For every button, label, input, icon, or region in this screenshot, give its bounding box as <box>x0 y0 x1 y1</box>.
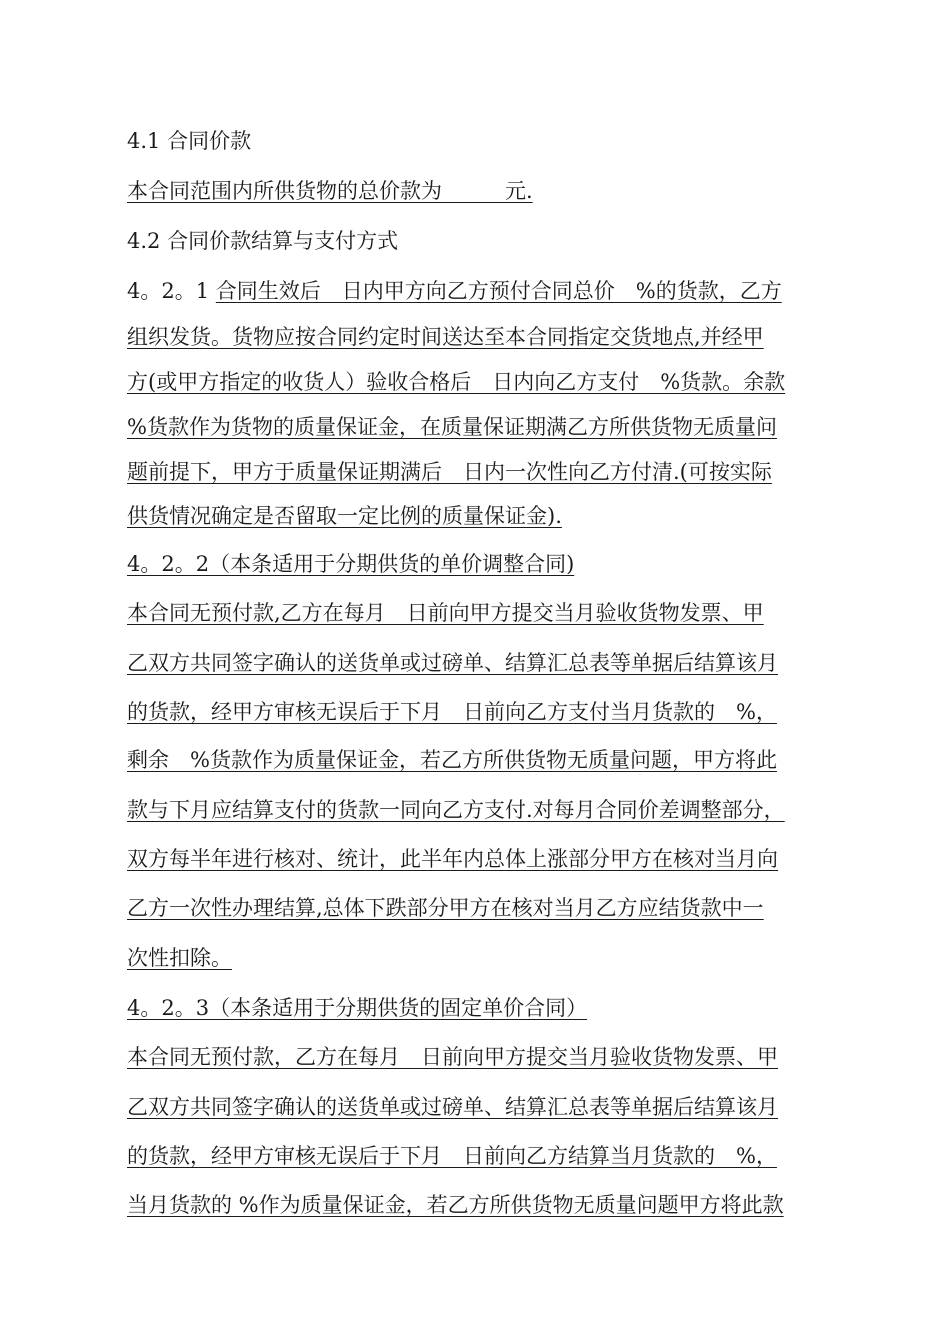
clause-4-2-3-line-4: 当月货款的 %作为质量保证金，若乙方所供货物无质量问题甲方将此款 <box>127 1193 784 1217</box>
clause-4-2-2-line-6: 双方每半年进行核对、统计，此半年内总体上涨部分甲方在核对当月向 <box>127 847 778 871</box>
clause-4-2-1-line-1 <box>127 277 782 305</box>
clause-4-2-1-line-4: %货款作为货物的质量保证金，在质量保证期满乙方所供货物无质量问 <box>127 415 777 439</box>
clause-4-2-2-line-2: 乙双方共同签字确认的送货单或过磅单、结算汇总表等单据后结算该月 <box>127 651 778 675</box>
clause-4-2-1-line-2: 组织发货。货物应按合同约定时间送达至本合同指定交货地点,并经甲 <box>127 325 764 349</box>
clause-4-2-3-line-2: 乙双方共同签字确认的送货单或过磅单、结算汇总表等单据后结算该月 <box>127 1095 778 1119</box>
clause-4-2-2-title: 4。2。2（本条适用于分期供货的单价调整合同) <box>127 552 575 576</box>
clause-4-2-2-line-1: 本合同无预付款,乙方在每月 日前向甲方提交当月验收货物发票、甲 <box>127 601 764 625</box>
clause-text: 合同生效后 日内甲方向乙方预付合同总价 %的货款，乙方 <box>215 279 782 303</box>
section-heading-4-1: 4.1 合同价款 <box>127 129 252 153</box>
clause-4-2-3-line-1: 本合同无预付款，乙方在每月 日前向甲方提交当月验收货物发票、甲 <box>127 1045 778 1069</box>
clause-4-2-1-line-5: 题前提下，甲方于质量保证期满后 日内一次性向乙方付清.(可按实际 <box>127 460 772 484</box>
clause-4-2-2-line-7: 乙方一次性办理结算,总体下跌部分甲方在核对当月乙方应结货款中一 <box>127 896 764 920</box>
section-heading-4-2: 4.2 合同价款结算与支付方式 <box>127 229 399 253</box>
clause-4-2-3-title: 4。2。3（本条适用于分期供货的固定单价合同） <box>127 996 588 1020</box>
clause-4-2-2-line-8: 次性扣除。 <box>127 946 232 970</box>
clause-4-2-2-line-3: 的货款，经甲方审核无误后于下月 日前向乙方支付当月货款的 %， <box>127 700 777 724</box>
clause-4-2-1-line-6: 供货情况确定是否留取一定比例的质量保证金). <box>127 504 562 528</box>
clause-4-2-2-line-5: 款与下月应结算支付的货款一同向乙方支付.对每月合同价差调整部分， <box>127 798 785 822</box>
clause-4-2-1-line-3: 方(或甲方指定的收货人）验收合格后 日内向乙方支付 %货款。余款 <box>127 370 786 394</box>
clause-number: 4。2。1 <box>127 279 216 303</box>
total-price-paragraph: 本合同范围内所供货物的总价款为 元. <box>127 179 533 203</box>
clause-4-2-3-line-3: 的货款，经甲方审核无误后于下月 日前向乙方结算当月货款的 %， <box>127 1144 777 1168</box>
clause-4-2-2-line-4: 剩余 %货款作为质量保证金，若乙方所供货物无质量问题，甲方将此 <box>127 748 777 772</box>
